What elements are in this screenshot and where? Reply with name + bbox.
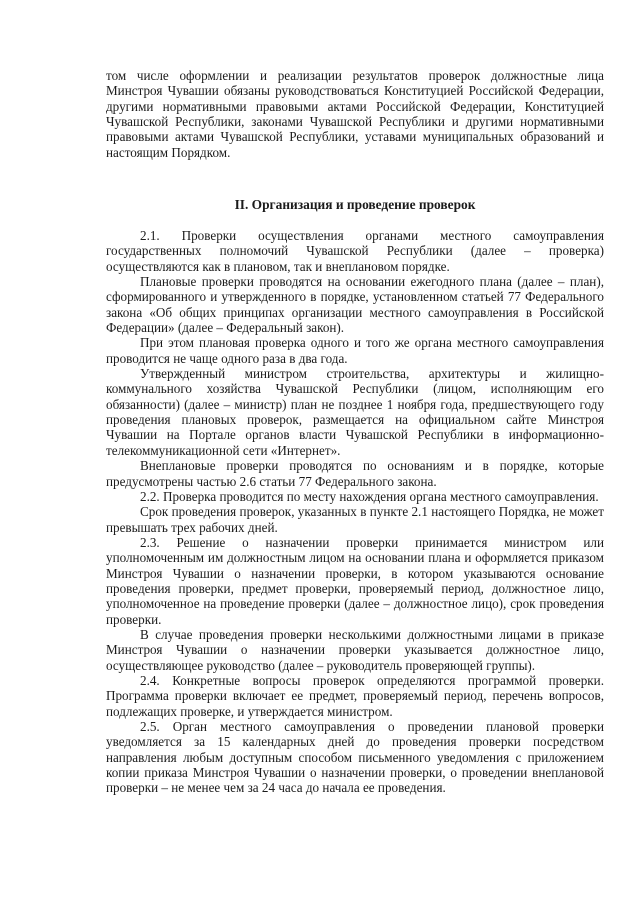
section-body bbox=[106, 228, 604, 796]
paragraph-group-leader: В случае проведения проверки несколькими должностными лицами в приказе Минстроя Чувашии о назначении проверки указывается должностное лицо, осуществляющее руководство (далее – руководитель проверяющей группы). bbox=[106, 626, 604, 673]
paragraph-2-3: 2.3. Решение о назначении проверки принимается министром или уполномоченным им должностным лицом на основании плана и оформляется приказом Минстроя Чувашии о назначении проверки, в котором указываются основание проведения проверки, предмет проверки, проверяемый период, должностное лицо, уполномоченное на проведение проверки (далее – должностное лицо), срок проведения проверки. bbox=[106, 534, 604, 627]
paragraph-frequency: При этом плановая проверка одного и того же органа местного самоуправления проводится не чаще одного раза в два года. bbox=[106, 335, 604, 366]
paragraph-2-4: 2.4. Конкретные вопросы проверок определяются программой проверки. Программа проверки включает ее предмет, проверяемый период, перечень вопросов, подлежащих проверке, и утверждается министром. bbox=[106, 672, 604, 719]
paragraph-2-5: 2.5. Орган местного самоуправления о проведении плановой проверки уведомляется за 15 календарных дней до проведения проверки посредством направления любым доступным способом письменного уведомления с приложением копии приказа Минстроя Чувашии о назначении проверки, о проведении внеплановой проверки – не менее чем за 24 часа до начала ее проведения. bbox=[106, 719, 604, 796]
paragraph-planned-checks: Плановые проверки проводятся на основании ежегодного плана (далее – план), сформированного и утвержденного в порядке, установленном статьей 77 Федерального закона «Об общих принципах организации местного самоуправления в Российской Федерации» (далее – Федеральный закон). bbox=[106, 274, 604, 336]
paragraph-plan-publication: Утвержденный министром строительства, архитектуры и жилищно-коммунального хозяйства Чувашской Республики (лицом, исполняющим его обязанности) (далее – министр) план не позднее 1 ноября года, предшествующего году проведения плановых проверок, размещается на официальном сайте Минстроя Чувашии на Портале органов власти Чувашской Республики в информационно-телекоммуникационной сети «Интернет». bbox=[106, 366, 604, 458]
paragraph-2-2: 2.2. Проверка проводится по месту нахождения органа местного самоуправления. bbox=[140, 488, 599, 504]
paragraph-duration: Срок проведения проверок, указанных в пункте 2.1 настоящего Порядка, не может превышать трех рабочих дней. bbox=[106, 504, 604, 535]
section-heading: II. Организация и проведение проверок bbox=[234, 197, 476, 212]
intro-block bbox=[106, 68, 604, 160]
paragraph-unplanned-checks: Внеплановые проверки проводятся по основаниям и в порядке, которые предусмотрены частью 2.6 статьи 77 Федерального закона. bbox=[106, 458, 604, 489]
intro-paragraph: том числе оформлении и реализации результатов проверок должностные лица Минстроя Чувашии обязаны руководствоваться Конституцией Российской Федерации, другими нормативными правовыми актами Российской Федерации, Конституцией Чувашской Республики, законами Чувашской Республики и другими нормативными правовыми актами Чувашской Республики, уставами муниципальных образований и настоящим Порядком. bbox=[106, 68, 604, 160]
paragraph-2-1: 2.1. Проверки осуществления органами местного самоуправления государственных полномочий Чувашской Республики (далее – проверка) осуществляются как в плановом, так и внеплановом порядке. bbox=[106, 228, 604, 274]
